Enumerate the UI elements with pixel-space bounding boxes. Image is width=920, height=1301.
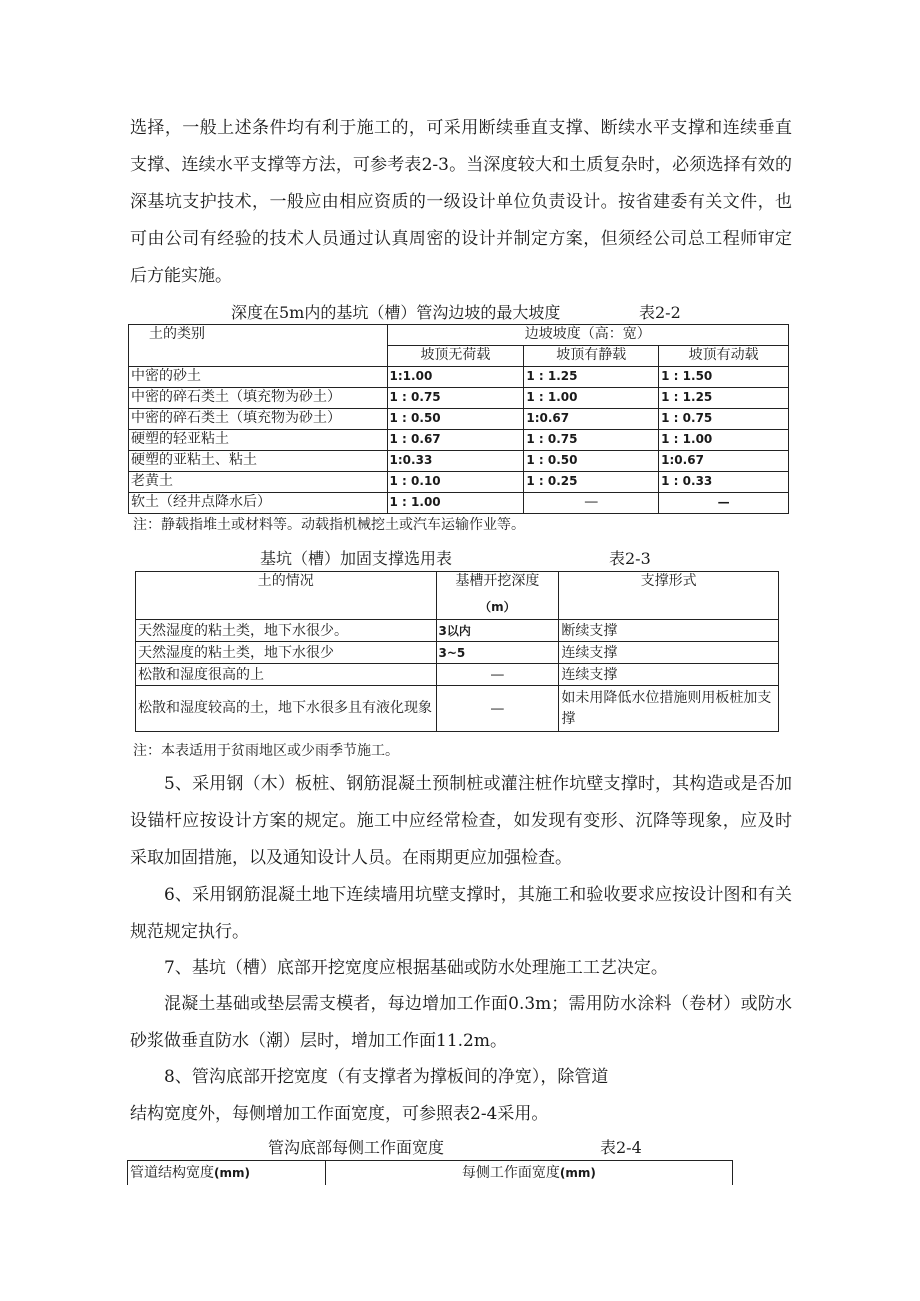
table-row [129,430,789,451]
depth-cell: 3以内 [436,620,559,642]
value-cell: 1:0.67 [659,451,789,472]
soil-cell: 老黄土 [129,472,388,493]
depth-cell: — [436,686,559,732]
header-work-unit: (mm) [559,1165,596,1180]
depth-cell: 3~5 [436,642,559,664]
support-cell: 断续支撑 [559,620,779,642]
header-work-width: 每侧工作面宽度 [461,1164,560,1181]
value-cell: 1 : 0.50 [524,451,659,472]
header-pipe-unit: (mm) [214,1165,250,1180]
value-cell: 1 : 0.33 [659,472,789,493]
value-cell: 1 : 0.67 [387,430,524,451]
table-2-2-title: 深度在5m内的基坑（槽）管沟边坡的最大坡度 [231,303,561,322]
soil-cell: 中密的碎石类土（填充物为砂土） [129,388,388,409]
soil-cell: 中密的砂土 [129,367,388,388]
value-cell: 1 : 1.00 [659,430,789,451]
value-cell: 1 : 0.50 [387,409,524,430]
soil-cell: 松散和湿度很高的上 [136,664,437,686]
header-soil-condition: 土的情况 [136,572,437,620]
paragraph-7-detail: 混凝土基础或垫层需支模者，每边增加工作面0.3m；需用防水涂料（卷材）或防水砂浆做垂直防水（潮）层时，增加工作面11.2m。 [130,994,792,1051]
table-2-2 [128,324,789,514]
table-row [129,451,789,472]
table-row [136,664,779,686]
paragraph-6: 6、采用钢筋混凝土地下连续墙用坑壁支撑时，其施工和验收要求应按设计图和有关规范规定执行。 [130,885,792,942]
value-cell: 1 : 1.00 [524,388,659,409]
value-cell: 1 : 1.00 [387,493,524,514]
header-pipe-width-cell [128,1161,326,1185]
soil-cell: 天然湿度的粘土类，地下水很少。 [136,620,437,642]
paragraph-8-continued: 结构宽度外，每侧增加工作面宽度，可参照表2-4采用。 [130,1104,549,1124]
table-2-2-note: 注：静载指堆土或材料等。动载指机械挖土或汽车运输作业等。 [133,517,525,533]
header-work-width-cell [325,1161,732,1185]
soil-cell: 硬塑的亚粘土、粘土 [129,451,388,472]
header-static-load: 坡顶有静载 [524,346,659,367]
table-2-3-note: 注：本表适用于贫雨地区或少雨季节施工。 [133,743,399,759]
table-2-3-number: 表2-3 [609,549,651,568]
value-cell: 1:1.00 [387,367,524,388]
value-cell: 1 : 0.10 [387,472,524,493]
header-soil-type: 土的类别 [129,325,388,367]
soil-cell: 硬塑的轻亚粘土 [129,430,388,451]
header-depth: 基槽开挖深度 [455,573,540,589]
depth-cell: — [436,664,559,686]
value-cell: 1 : 1.25 [524,367,659,388]
paragraph-5: 5、采用钢（木）板桩、钢筋混凝土预制桩或灌注桩作坑壁支撑时，其构造或是否加设锚杆应按设计方案的规定。施工中应经常检查，如发现有变形、沉降等现象，应及时采取加固措施，以及通知设计人员。在雨期更应加强检查。 [130,774,792,868]
table-2-4-number: 表2-4 [600,1138,642,1157]
support-cell: 连续支撑 [559,642,779,664]
header-no-load: 坡顶无荷载 [387,346,524,367]
value-cell: 1 : 0.75 [659,409,789,430]
table-row [136,686,779,732]
table-row [129,472,789,493]
table-row [129,367,789,388]
value-cell: 1 : 0.75 [524,430,659,451]
table-2-4-title: 管沟底部每侧工作面宽度 [268,1138,445,1157]
value-cell: 1 : 0.25 [524,472,659,493]
soil-cell: 松散和湿度较高的土，地下水很多且有液化现象 [136,686,437,732]
value-cell: 1 : 0.75 [387,388,524,409]
value-cell: — [659,493,789,514]
soil-cell: 天然湿度的粘土类，地下水很少 [136,642,437,664]
table-row [129,409,789,430]
value-cell: 1 : 1.50 [659,367,789,388]
value-cell: — [524,493,659,514]
table-2-4 [127,1160,733,1185]
value-cell: 1:0.67 [524,409,659,430]
header-depth-cell [436,572,559,620]
table-row [136,620,779,642]
table-row [129,388,789,409]
header-dynamic-load: 坡顶有动载 [659,346,789,367]
value-cell: 1 : 1.25 [659,388,789,409]
support-cell: 连续支撑 [559,664,779,686]
table-row [129,493,789,514]
soil-cell: 软土（经井点降水后） [129,493,388,514]
table-2-2-number: 表2-2 [639,303,681,322]
header-depth-unit: （m） [479,600,516,614]
header-support-type: 支撑形式 [559,572,779,620]
intro-paragraph: 选择，一般上述条件均有利于施工的，可采用断续垂直支撑、断续水平支撑和连续垂直支撑、连续水平支撑等方法，可参考表2-3。当深度较大和土质复杂时，必须选择有效的深基坑支护技术，一般应由相应资质的一级设计单位负责设计。按省建委有关文件，也可由公司有经验的技术人员通过认真周密的设计并制定方案，但须经公司总工程师审定后方能实施。 [130,118,792,286]
header-slope: 边坡坡度（高：宽） [387,325,788,346]
header-pipe-width: 管道结构宽度 [130,1164,214,1181]
paragraph-7: 7、基坑（槽）底部开挖宽度应根据基础或防水处理施工工艺决定。 [164,958,668,978]
paragraph-8: 8、管沟底部开挖宽度（有支撑者为撑板间的净宽），除管道 [164,1067,609,1087]
table-row [136,642,779,664]
table-2-3-title: 基坑（槽）加固支撑选用表 [260,549,453,568]
value-cell: 1:0.33 [387,451,524,472]
support-cell: 如未用降低水位措施则用板桩加支撑 [559,686,779,732]
table-2-3 [135,571,779,732]
soil-cell: 中密的碎石类土（填充物为砂土） [129,409,388,430]
